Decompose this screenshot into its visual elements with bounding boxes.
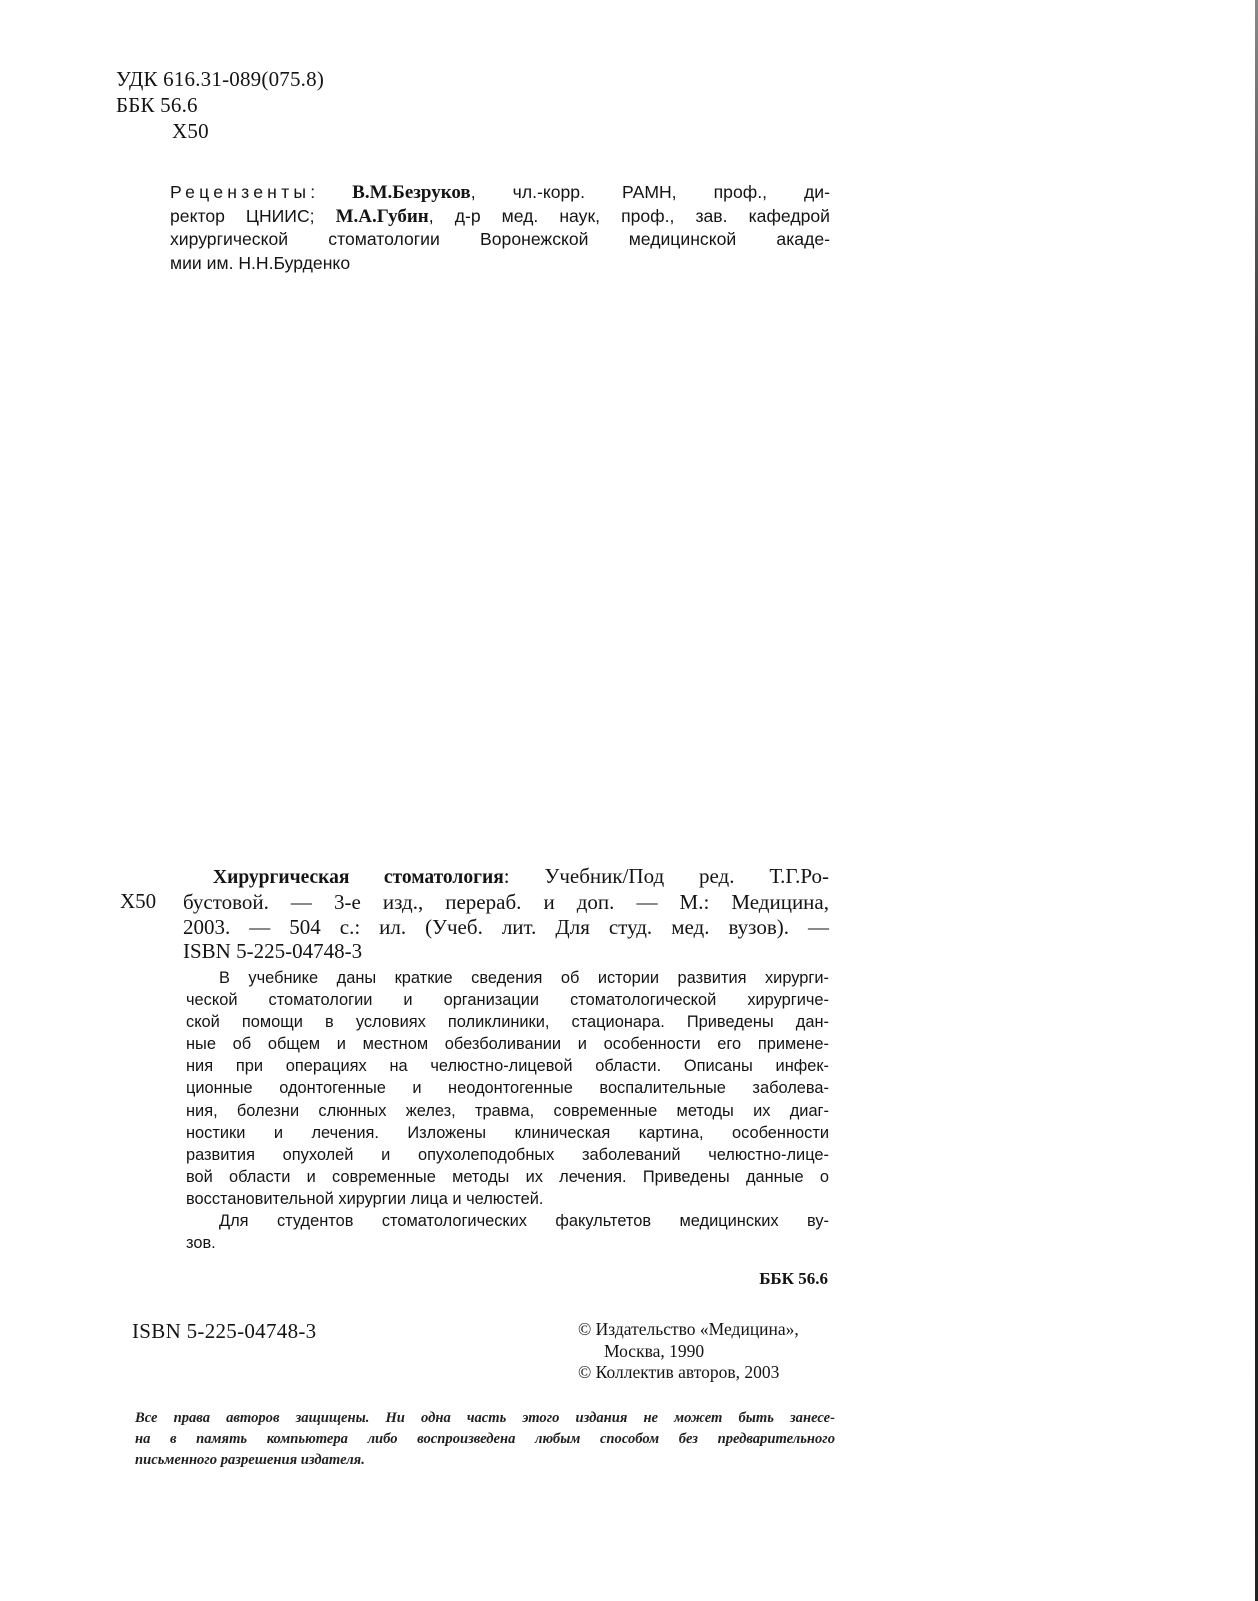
audience-line-2: зов. bbox=[186, 1234, 216, 1253]
isbn: ISBN 5-225-04748-3 bbox=[132, 1319, 317, 1343]
rights-line-2: на в память компьютера либо воспроизведена любым способом без предварительного bbox=[135, 1431, 835, 1447]
card-line-1-rest: : Учебник/Под ред. Т.Г.Ро- bbox=[503, 864, 829, 888]
rights-line-3: письменного разрешения издателя. bbox=[135, 1452, 365, 1468]
card-line-2: бустовой. — 3-е изд., перераб. и доп. — М.: Медицина, bbox=[183, 890, 829, 915]
reviewer-1-name: В.М.Безруков bbox=[352, 182, 471, 203]
bbk-code-right: ББК 56.6 bbox=[759, 1269, 828, 1288]
reviewer-2-info: , д-р мед. наук, проф., зав. кафедрой bbox=[428, 205, 830, 226]
bbk-code: ББК 56.6 bbox=[116, 93, 198, 117]
audience-line-1: Для студентов стоматологических факультетов медицинских ву- bbox=[219, 1212, 829, 1231]
copyright-authors: © Коллектив авторов, 2003 bbox=[578, 1362, 780, 1382]
annotation bbox=[186, 967, 829, 1254]
reviewers-line-1: Рецензенты: В.М.Безруков, чл.-корр. РАМН, проф., ди- bbox=[170, 182, 830, 203]
rights-line-1: Все права авторов защищены. Ни одна часть этого издания не может быть занесе- bbox=[135, 1410, 835, 1426]
annotation-line: развития опухолей и опухолеподобных заболеваний челюстно-лице- bbox=[186, 1145, 829, 1164]
annotation-line: ской помощи в условиях поликлиники, стационара. Приведены дан- bbox=[186, 1013, 829, 1032]
annotation-line: В учебнике даны краткие сведения об истории развития хирурги- bbox=[219, 969, 829, 987]
annotation-line: ческой стоматологии и организации стоматологической хирургиче- bbox=[186, 991, 829, 1010]
annotation-line: ния при операциях на челюстно-лицевой области. Описаны инфек- bbox=[186, 1057, 829, 1076]
annotation-line: ностики и лечения. Изложены клиническая картина, особенности bbox=[186, 1123, 829, 1142]
reviewer-2-name: М.А.Губин bbox=[335, 205, 429, 227]
annotation-line: восстановительной хирургии лица и челюстей. bbox=[186, 1189, 544, 1208]
copyright-city-year: Москва, 1990 bbox=[604, 1340, 705, 1361]
reviewer-1-position: ректор ЦНИИС; bbox=[170, 205, 336, 226]
reviewers-block bbox=[170, 181, 830, 275]
reviewers-line-2 bbox=[170, 205, 830, 229]
annotation-line: ные об общем и местном обезболивании и особенности его примене- bbox=[186, 1035, 829, 1054]
udk-code: УДК 616.31-089(075.8) bbox=[116, 67, 325, 91]
reviewer-1-info: , чл.-корр. РАМН, проф., ди- bbox=[470, 182, 830, 202]
reviewers-label: Рецензенты bbox=[170, 182, 311, 202]
book-title: Хирургическая стоматология bbox=[213, 867, 504, 888]
catalogue-card bbox=[183, 864, 829, 964]
card-author-mark: Х50 bbox=[120, 889, 157, 913]
copyright-publisher: © Издательство «Медицина», bbox=[578, 1319, 799, 1339]
reviewers-line-4: мии им. Н.Н.Бурденко bbox=[170, 252, 351, 273]
author-mark: Х50 bbox=[172, 119, 209, 143]
card-line-3: 2003. — 504 с.: ил. (Учеб. лит. Для студ. мед. вузов). — bbox=[183, 914, 829, 939]
rights-notice bbox=[135, 1408, 835, 1471]
reviewers-line-3: хирургической стоматологии Воронежской медицинской акаде- bbox=[170, 229, 830, 250]
annotation-line: ционные одонтогенные и неодонтогенные воспалительные заболева- bbox=[186, 1079, 829, 1098]
card-isbn: ISBN 5-225-04748-3 bbox=[183, 939, 363, 964]
card-line-1 bbox=[183, 864, 829, 890]
annotation-line: ния, болезни слюнных желез, травма, современные методы их диаг- bbox=[186, 1101, 829, 1120]
copyright-block bbox=[578, 1319, 799, 1384]
annotation-line: вой области и современные методы их лечения. Приведены данные о bbox=[186, 1167, 829, 1186]
